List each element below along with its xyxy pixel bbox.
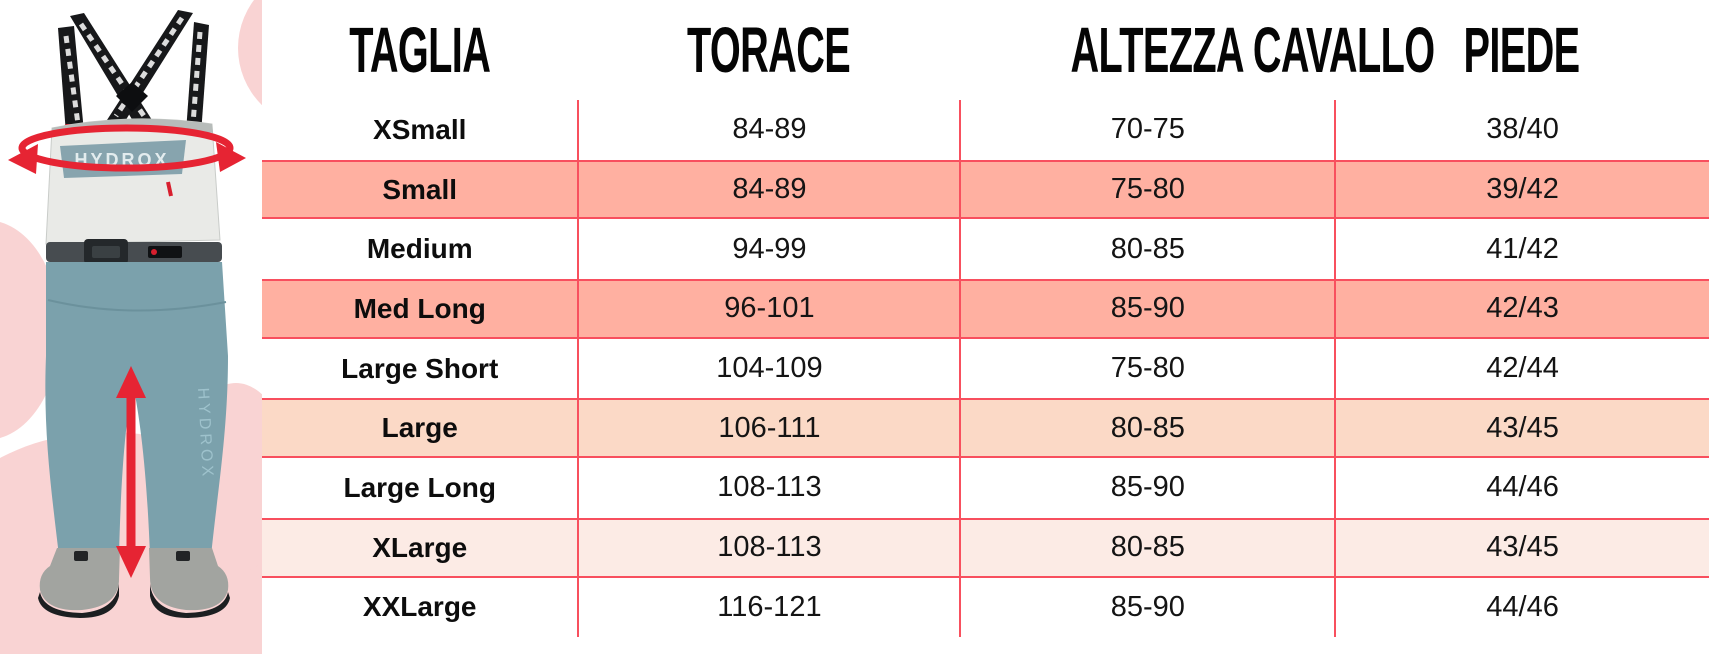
cell-torace: 84-89 — [577, 100, 959, 160]
wader-chest — [46, 119, 220, 244]
table-row — [262, 518, 1709, 578]
cell-torace: 104-109 — [577, 339, 959, 399]
leg-brand-label: HYDROX — [194, 387, 216, 481]
cell-torace: 116-121 — [577, 578, 959, 638]
wader-belt — [46, 239, 222, 264]
cell-torace: 108-113 — [577, 520, 959, 576]
cell-piede: 41/42 — [1334, 219, 1709, 279]
wader-product-illustration — [0, 0, 262, 654]
cell-altezza-cavallo: 85-90 — [959, 281, 1334, 337]
cell-altezza-cavallo: 75-80 — [959, 339, 1334, 399]
cell-taglia: Large — [381, 412, 458, 444]
cell-taglia: Med Long — [353, 292, 486, 324]
cell-taglia: XSmall — [373, 113, 467, 145]
cell-piede: 39/42 — [1334, 162, 1709, 218]
pocket-brand-label: HYDROX — [74, 150, 170, 170]
cell-altezza-cavallo: 70-75 — [959, 100, 1334, 160]
table-row — [262, 339, 1709, 399]
cell-taglia: Small — [382, 173, 458, 205]
cell-torace: 96-101 — [577, 281, 959, 337]
column-header-piede: PIEDE — [1463, 14, 1580, 86]
size-table — [262, 0, 1709, 654]
table-row — [262, 160, 1709, 220]
cell-taglia: Medium — [366, 233, 473, 265]
cell-torace: 84-89 — [577, 162, 959, 218]
table-row — [262, 578, 1709, 638]
cell-taglia: Large Long — [343, 471, 496, 503]
column-header-torace: TORACE — [686, 14, 850, 86]
cell-piede: 38/40 — [1334, 100, 1709, 160]
cell-taglia: XLarge — [372, 531, 468, 563]
cell-torace: 94-99 — [577, 219, 959, 279]
column-header-altezza-cavallo: ALTEZZA CAVALLO — [1070, 14, 1435, 86]
cell-piede: 44/46 — [1334, 458, 1709, 518]
cell-piede: 43/45 — [1334, 520, 1709, 576]
table-row — [262, 219, 1709, 279]
cell-piede: 44/46 — [1334, 578, 1709, 638]
table-row — [262, 398, 1709, 458]
cell-taglia: Large Short — [341, 352, 499, 384]
table-row — [262, 279, 1709, 339]
cell-torace: 108-113 — [577, 458, 959, 518]
cell-altezza-cavallo: 75-80 — [959, 162, 1334, 218]
column-header-taglia: TAGLIA — [349, 14, 491, 86]
cell-piede: 42/44 — [1334, 339, 1709, 399]
cell-altezza-cavallo: 85-90 — [959, 458, 1334, 518]
cell-piede: 43/45 — [1334, 400, 1709, 456]
cell-altezza-cavallo: 80-85 — [959, 400, 1334, 456]
table-row — [262, 100, 1709, 160]
cell-altezza-cavallo: 80-85 — [959, 219, 1334, 279]
cell-altezza-cavallo: 80-85 — [959, 520, 1334, 576]
cell-torace: 106-111 — [577, 400, 959, 456]
cell-taglia: XXLarge — [362, 591, 477, 623]
cell-piede: 42/43 — [1334, 281, 1709, 337]
table-header-row — [262, 0, 1709, 100]
cell-altezza-cavallo: 85-90 — [959, 578, 1334, 638]
table-row — [262, 458, 1709, 518]
